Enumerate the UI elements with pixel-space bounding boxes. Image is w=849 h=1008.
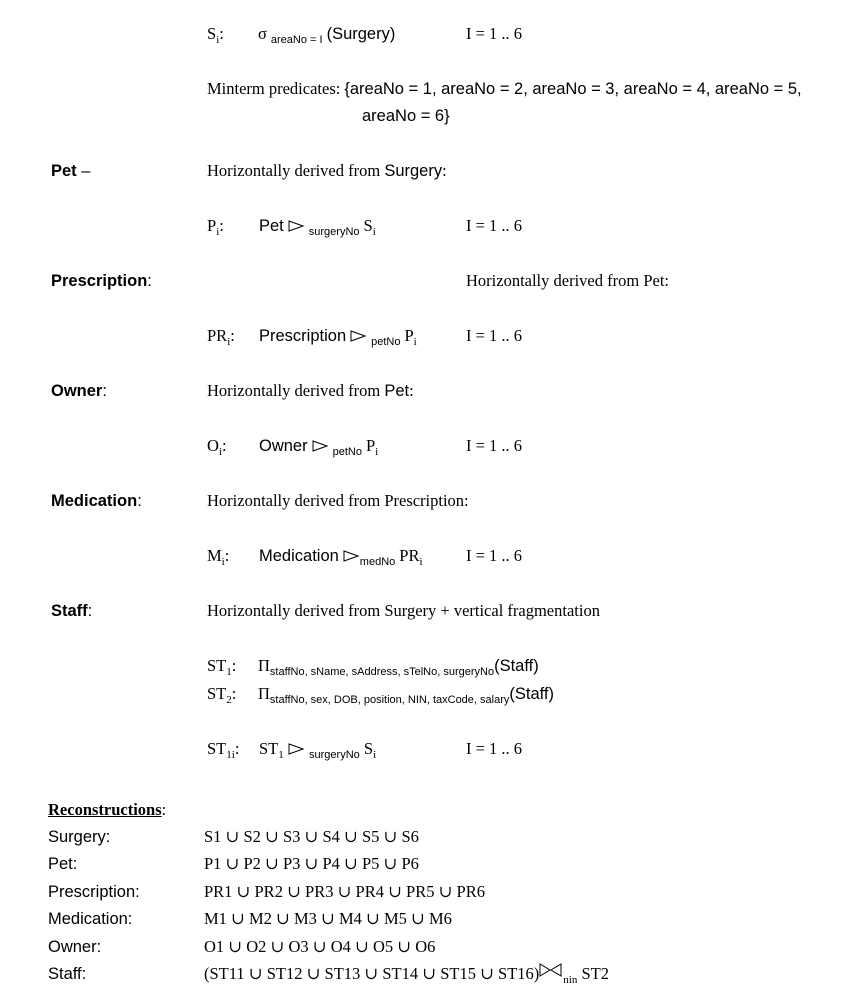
pi-symbol: Π bbox=[258, 656, 270, 675]
owner-heading: Owner: bbox=[51, 382, 107, 400]
recon-expr: M1 ∪ M2 ∪ M3 ∪ M4 ∪ M5 ∪ M6 bbox=[204, 909, 452, 928]
medication-fragment-def: $M_i$: bbox=[207, 546, 230, 568]
recon-expr: O1 ∪ O2 ∪ O3 ∪ O4 ∪ O5 ∪ O6 bbox=[204, 937, 436, 956]
st2-projection: $\Pi_{staffNo, sex, DOB, position, NIN, taxCode, salary}(Staff)$ bbox=[258, 684, 555, 706]
natural-join-icon bbox=[539, 963, 563, 979]
recon-expr: PR1 ∪ PR2 ∪ PR3 ∪ PR4 ∪ PR5 ∪ PR6 bbox=[204, 882, 485, 901]
medication-semijoin: Medication $_{medNo}$ $PR_i$ bbox=[259, 546, 423, 568]
owner-description: Horizontally derived from Pet: bbox=[207, 381, 414, 400]
surgery-selection bbox=[258, 24, 395, 46]
owner-fragment-def: $O_i$: bbox=[207, 436, 227, 458]
staff-description: Horizontally derived from Surgery + vertical fragmentation bbox=[207, 601, 600, 620]
semijoin-icon bbox=[288, 220, 305, 234]
pet-description: Horizontally derived from Surgery: bbox=[207, 161, 447, 180]
selection-relation: (Surgery) bbox=[326, 25, 396, 43]
medication-heading: Medication: bbox=[51, 492, 142, 510]
pet-semijoin: Pet $_{surgeryNo}$ $S_i$ bbox=[259, 216, 376, 238]
pet-dash: – bbox=[76, 162, 91, 180]
reconstructions-heading: Reconstructions: bbox=[48, 800, 167, 819]
prescription-fragment-def: $PR_i$: bbox=[207, 326, 235, 348]
semijoin-icon bbox=[312, 440, 329, 454]
recon-label: Surgery: bbox=[48, 828, 111, 846]
recon-expr: S1 ∪ S2 ∪ S3 ∪ S4 ∪ S5 ∪ S6 bbox=[204, 827, 419, 846]
minterm-predicates-1: {areaNo = 1, areaNo = 2, areaNo = 3, areaNo = 4, areaNo = 5, bbox=[344, 80, 802, 98]
prescription-heading: Prescription: bbox=[51, 272, 152, 290]
recon-label: Medication: bbox=[48, 910, 133, 928]
prescription-range: I = 1 .. 6 bbox=[466, 326, 523, 345]
pi-symbol: Π bbox=[258, 684, 270, 703]
semijoin-icon bbox=[343, 550, 360, 564]
staff-heading: Staff: bbox=[51, 602, 93, 620]
selection-condition: areaNo = I bbox=[270, 34, 323, 46]
st1i-range: I = 1 .. 6 bbox=[466, 739, 523, 758]
fragment-name: S bbox=[207, 24, 217, 43]
minterm-predicates-2: areaNo = 6} bbox=[362, 107, 450, 125]
recon-label: Owner: bbox=[48, 938, 102, 956]
recon-label: Pet: bbox=[48, 855, 78, 873]
minterm-label: Minterm predicates: bbox=[207, 79, 341, 98]
st2-fragment-def: $ST_2$: bbox=[207, 684, 237, 706]
recon-expr-staff: (ST11 ∪ ST12 ∪ ST13 ∪ ST14 ∪ ST15 ∪ ST16) $_{nin}$ ST2 bbox=[204, 964, 609, 986]
surgery-range: I = 1 .. 6 bbox=[466, 24, 523, 43]
prescription-description: Horizontally derived from Pet: bbox=[466, 271, 669, 290]
pet-heading bbox=[51, 161, 90, 181]
owner-range: I = 1 .. 6 bbox=[466, 436, 523, 455]
st1-projection: $\Pi_{staffNo, sName, sAddress, sTelNo, surgeryNo}(Staff)$ bbox=[258, 656, 539, 678]
sigma-symbol: σ bbox=[258, 24, 267, 43]
st1-fragment-def: $ST_1$: bbox=[207, 656, 237, 678]
medication-description: Horizontally derived from Prescription: bbox=[207, 491, 469, 510]
st1i-fragment-def: $ST_{1i}$: bbox=[207, 739, 240, 761]
semijoin-icon bbox=[288, 743, 305, 757]
minterm-line-1 bbox=[207, 79, 802, 100]
recon-label: Prescription: bbox=[48, 883, 140, 901]
pet-fragment-def: $P_i$: bbox=[207, 216, 224, 238]
surgery-fragment-def bbox=[207, 24, 224, 46]
prescription-semijoin: Prescription $_{petNo}$ $P_i$ bbox=[259, 326, 417, 348]
owner-semijoin: Owner $_{petNo}$ $P_i$ bbox=[259, 436, 379, 458]
fragment-colon: : bbox=[219, 24, 224, 43]
fragment-subscript: i bbox=[216, 34, 220, 46]
recon-label: Staff: bbox=[48, 965, 87, 983]
st1i-semijoin: $ST_1$ $_{surgeryNo}$ $S_i$ bbox=[259, 739, 377, 761]
pet-name: Pet bbox=[51, 162, 77, 180]
medication-range: I = 1 .. 6 bbox=[466, 546, 523, 565]
recon-expr: P1 ∪ P2 ∪ P3 ∪ P4 ∪ P5 ∪ P6 bbox=[204, 854, 419, 873]
pet-range: I = 1 .. 6 bbox=[466, 216, 523, 235]
semijoin-icon bbox=[350, 330, 367, 344]
